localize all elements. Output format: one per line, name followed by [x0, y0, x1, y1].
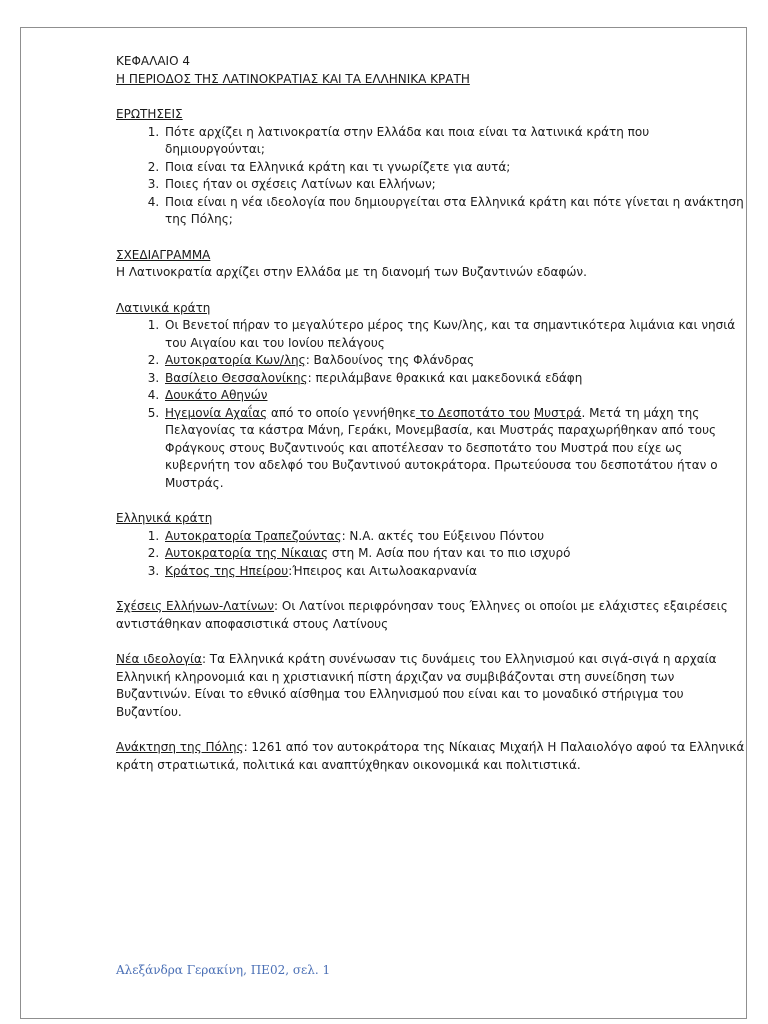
- ideology-text: : Τα Ελληνικά κράτη συνένωσαν τις δυνάμεις του Ελληνισμού και σιγά-σιγά η αρχαία Ελληνική κληρονομιά και η χριστιανική πίστη άρχιζαν να συμβιβάζονται στη συνείδηση των Βυζαντινών. Είναι το εθνικό αίσθημα του Ελληνισμού που είναι και το μοναδικό στήριγμα του Βυζαντίου.: [116, 652, 717, 719]
- greek-states-list: [116, 528, 747, 581]
- item-label: Μυστρά: [533, 405, 582, 420]
- latin-state-item: [163, 352, 747, 370]
- latin-state-item: [163, 387, 747, 405]
- latin-state-item: [163, 405, 747, 493]
- outline-text: Η Λατινοκρατία αρχίζει στην Ελλάδα με τη διανομή των Βυζαντινών εδαφών.: [116, 265, 587, 279]
- question-item: 1. Πότε αρχίζει η λατινοκρατία στην Ελλάδα και ποια είναι τα λατινικά κράτη που δημιουργούνται;: [163, 124, 747, 159]
- recovery-paragraph: [116, 739, 747, 774]
- greek-states-heading: Ελληνικά κράτη: [116, 511, 213, 525]
- spacer: [116, 282, 747, 300]
- item-text: στη Μ. Ασία που ήταν και το πιο ισχυρό: [328, 546, 571, 560]
- latin-states-heading: Λατινικά κράτη: [116, 300, 211, 315]
- latin-state-item: [163, 317, 747, 352]
- item-label: Κράτος της Ηπείρου: [165, 563, 289, 578]
- spacer: [116, 580, 747, 598]
- outline-heading: ΣΧΕΔΙΑΓΡΑΜΜΑ: [116, 247, 211, 262]
- latin-state-item: [163, 370, 747, 388]
- greek-state-item: [163, 528, 747, 546]
- latin-states-list: [116, 317, 747, 492]
- spacer: [116, 492, 747, 510]
- item-label: Αυτοκρατορία της Νίκαιας: [165, 546, 329, 560]
- recovery-text: : 1261 από τον αυτοκράτορα της Νίκαιας Μιχαήλ Η Παλαιολόγο αφού τα Ελληνικά κράτη στρατιωτικά, πολιτικά και αναπτύχθηκαν οικονομικά και πολιτιστικά.: [116, 740, 745, 772]
- chapter-heading: ΚΕΦΑΛΑΙΟ 4: [116, 54, 190, 68]
- item-text: από το οποίο γεννήθηκε: [267, 405, 416, 420]
- question-item: 2. Ποια είναι τα Ελληνικά κράτη και τι γνωρίζετε για αυτά;: [163, 159, 747, 177]
- chapter-title: Η ΠΕΡΙΟΔΟΣ ΤΗΣ ΛΑΤΙΝΟΚΡΑΤΙΑΣ ΚΑΙ ΤΑ ΕΛΛΗΝΙΚΑ ΚΡΑΤΗ: [116, 71, 470, 86]
- item-label: Ηγεμονία Αχαΐας: [165, 405, 268, 420]
- relations-text: : Οι Λατίνοι περιφρόνησαν τους Έλληνες οι οποίοι με ελάχιστες εξαιρέσεις αντιστάθηκαν αποφασιστικά στους Λατίνους: [116, 599, 728, 631]
- item-label: Δουκάτο Αθηνών: [165, 388, 268, 402]
- spacer: [116, 633, 747, 651]
- document-body: [116, 53, 747, 774]
- item-text: :Ήπειρος και Αιτωλοακαρνανία: [288, 563, 477, 578]
- greek-state-item: [163, 563, 747, 581]
- item-label: Βασίλειο Θεσσαλονίκης: [165, 370, 308, 385]
- item-text: : Ν.Α. ακτές του Εύξεινου Πόντου: [341, 528, 545, 543]
- item-label: το Δεσποτάτο του: [415, 405, 530, 420]
- questions-list: [116, 124, 747, 229]
- document-page: [20, 27, 747, 1019]
- spacer: [116, 88, 747, 106]
- item-text: Οι Βενετοί πήραν το μεγαλύτερο μέρος της Κων/λης, και τα σημαντικότερα λιμάνια και νησιά του Αιγαίου και του Ιονίου πελάγους: [165, 318, 736, 350]
- item-text: : Βαλδουίνος της Φλάνδρας: [305, 353, 475, 367]
- relations-paragraph: [116, 598, 747, 633]
- question-item: 4. Ποια είναι η νέα ιδεολογία που δημιουργείται στα Ελληνικά κράτη και πότε γίνεται η ανάκτηση της Πόλης;: [163, 194, 747, 229]
- item-text: : περιλάμβανε θρακικά και μακεδονικά εδάφη: [307, 370, 583, 385]
- relations-label: Σχέσεις Ελλήνων-Λατίνων: [116, 599, 275, 613]
- item-label: Αυτοκρατορία Κων/λης: [165, 353, 306, 367]
- item-label: Αυτοκρατορία Τραπεζούντας: [165, 528, 342, 543]
- recovery-label: Ανάκτηση της Πόλης: [116, 740, 244, 754]
- ideology-label: Νέα ιδεολογία: [116, 652, 202, 666]
- ideology-paragraph: [116, 651, 747, 721]
- spacer: [116, 229, 747, 247]
- page-footer: Αλεξάνδρα Γερακίνη, ΠΕ02, σελ. 1: [116, 963, 331, 977]
- greek-state-item: [163, 545, 747, 563]
- item-text: . Μετά τη μάχη της Πελαγονίας τα κάστρα Μάνη, Γεράκι, Μονεμβασία, και Μυστράς παραχωρήθηκαν από τους Φράγκους στους Βυζαντινούς και αποτέλεσαν το δεσποτάτο του Μυστρά που είχε ως κυβερνήτη τον αδελφό του Βυζαντινού αυτοκράτορα. Πρωτεύουσα του δεσποτάτου ήταν ο Μυστράς.: [165, 405, 718, 490]
- questions-heading: ΕΡΩΤΗΣΕΙΣ: [116, 107, 183, 121]
- question-item: 3. Ποιες ήταν οι σχέσεις Λατίνων και Ελλήνων;: [163, 176, 747, 194]
- spacer: [116, 721, 747, 739]
